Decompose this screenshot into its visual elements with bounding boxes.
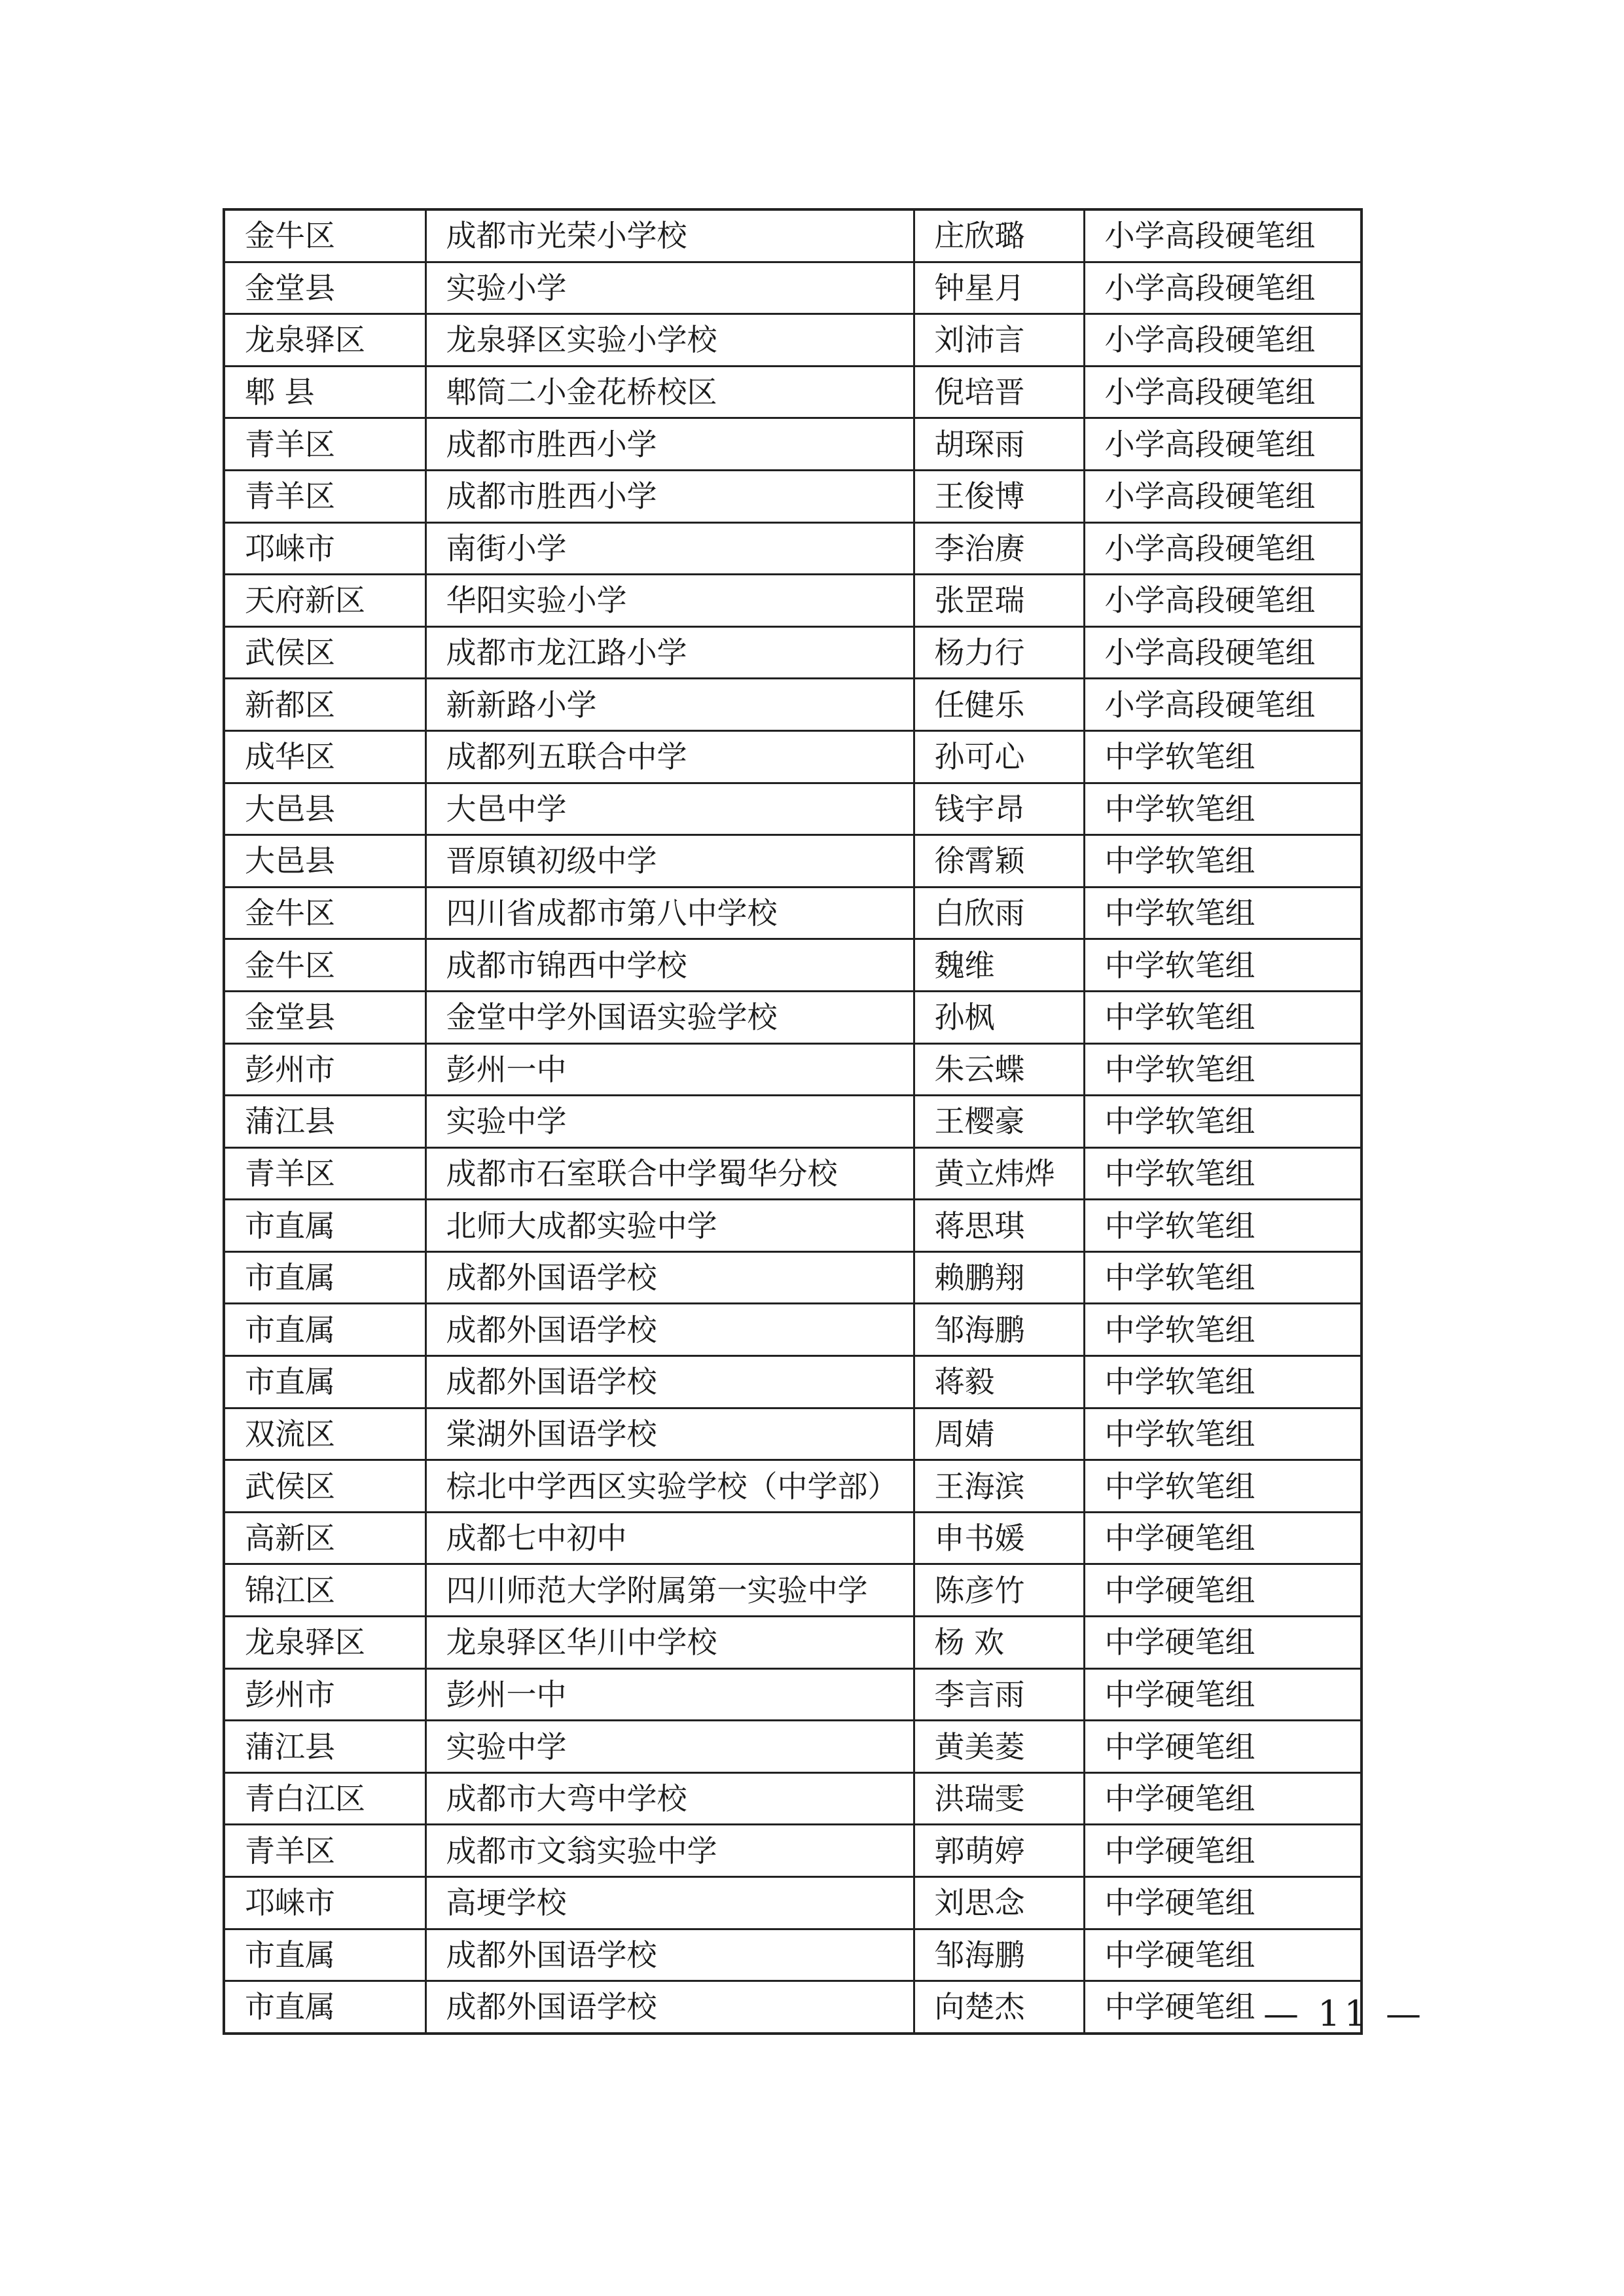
cell-district: 青白江区 — [224, 1772, 425, 1825]
table-row — [224, 626, 1362, 679]
cell-district: 锦江区 — [224, 1564, 425, 1617]
cell-school: 棕北中学西区实验学校（中学部） — [425, 1460, 914, 1513]
cell-district: 青羊区 — [224, 418, 425, 471]
cell-school: 四川师范大学附属第一实验中学 — [425, 1564, 914, 1617]
cell-category: 中学软笔组 — [1084, 1147, 1362, 1200]
cell-district: 成华区 — [224, 730, 425, 783]
cell-student: 任健乐 — [914, 679, 1084, 731]
cell-category: 小学高段硬笔组 — [1084, 679, 1362, 731]
cell-category: 小学高段硬笔组 — [1084, 522, 1362, 575]
table-row — [224, 1981, 1362, 2034]
cell-school: 成都市文翁实验中学 — [425, 1825, 914, 1877]
table-row — [224, 1408, 1362, 1460]
table-row — [224, 1617, 1362, 1669]
cell-student: 郭萌婷 — [914, 1825, 1084, 1877]
cell-district: 大邑县 — [224, 783, 425, 835]
table-row — [224, 730, 1362, 783]
cell-category: 小学高段硬笔组 — [1084, 366, 1362, 418]
table-row — [224, 939, 1362, 992]
cell-student: 周婧 — [914, 1408, 1084, 1460]
cell-category: 中学硬笔组 — [1084, 1772, 1362, 1825]
cell-district: 市直属 — [224, 1929, 425, 1981]
table-row — [224, 1460, 1362, 1513]
cell-category: 中学软笔组 — [1084, 1200, 1362, 1252]
cell-student: 徐霄颖 — [914, 835, 1084, 888]
cell-district: 市直属 — [224, 1981, 425, 2034]
cell-student: 杨 欢 — [914, 1617, 1084, 1669]
cell-student: 钱宇昂 — [914, 783, 1084, 835]
cell-student: 魏维 — [914, 939, 1084, 992]
cell-district: 邛崃市 — [224, 1877, 425, 1929]
cell-school: 南街小学 — [425, 522, 914, 575]
cell-student: 蒋思琪 — [914, 1200, 1084, 1252]
cell-category: 小学高段硬笔组 — [1084, 314, 1362, 367]
cell-student: 洪瑞雯 — [914, 1772, 1084, 1825]
cell-category: 中学硬笔组 — [1084, 1877, 1362, 1929]
cell-student: 孙枫 — [914, 991, 1084, 1043]
cell-district: 金堂县 — [224, 262, 425, 314]
cell-school: 高埂学校 — [425, 1877, 914, 1929]
cell-category: 中学软笔组 — [1084, 1251, 1362, 1304]
cell-school: 成都市胜西小学 — [425, 418, 914, 471]
cell-school: 华阳实验小学 — [425, 575, 914, 627]
cell-school: 成都外国语学校 — [425, 1356, 914, 1408]
cell-category: 中学软笔组 — [1084, 939, 1362, 992]
cell-category: 中学软笔组 — [1084, 887, 1362, 939]
cell-student: 王樱豪 — [914, 1096, 1084, 1148]
table-row — [224, 783, 1362, 835]
cell-category: 中学软笔组 — [1084, 783, 1362, 835]
cell-category: 小学高段硬笔组 — [1084, 575, 1362, 627]
cell-student: 陈彦竹 — [914, 1564, 1084, 1617]
cell-category: 中学软笔组 — [1084, 835, 1362, 888]
cell-school: 实验中学 — [425, 1096, 914, 1148]
table-row — [224, 1096, 1362, 1148]
cell-student: 王俊博 — [914, 470, 1084, 522]
cell-student: 黄美菱 — [914, 1721, 1084, 1773]
cell-district: 蒲江县 — [224, 1096, 425, 1148]
cell-category: 中学硬笔组 — [1084, 1617, 1362, 1669]
cell-school: 成都市光荣小学校 — [425, 209, 914, 262]
table-row — [224, 522, 1362, 575]
cell-district: 邛崃市 — [224, 522, 425, 575]
cell-category: 小学高段硬笔组 — [1084, 262, 1362, 314]
cell-student: 王海滨 — [914, 1460, 1084, 1513]
cell-student: 黄立炜烨 — [914, 1147, 1084, 1200]
cell-student: 白欣雨 — [914, 887, 1084, 939]
winners-table-body — [224, 209, 1362, 2034]
cell-student: 赖鹏翔 — [914, 1251, 1084, 1304]
cell-student: 孙可心 — [914, 730, 1084, 783]
cell-school: 金堂中学外国语实验学校 — [425, 991, 914, 1043]
cell-category: 小学高段硬笔组 — [1084, 209, 1362, 262]
cell-school: 成都外国语学校 — [425, 1304, 914, 1356]
cell-school: 龙泉驿区华川中学校 — [425, 1617, 914, 1669]
cell-category: 中学硬笔组 — [1084, 1564, 1362, 1617]
cell-student: 庄欣璐 — [914, 209, 1084, 262]
cell-student: 朱云蝶 — [914, 1043, 1084, 1096]
table-row — [224, 1512, 1362, 1564]
cell-district: 蒲江县 — [224, 1721, 425, 1773]
cell-district: 金牛区 — [224, 887, 425, 939]
cell-student: 邹海鹏 — [914, 1929, 1084, 1981]
cell-category: 中学硬笔组 — [1084, 1929, 1362, 1981]
cell-district: 武侯区 — [224, 626, 425, 679]
table-row — [224, 470, 1362, 522]
cell-district: 龙泉驿区 — [224, 1617, 425, 1669]
cell-school: 成都外国语学校 — [425, 1929, 914, 1981]
cell-district: 青羊区 — [224, 1825, 425, 1877]
cell-district: 青羊区 — [224, 1147, 425, 1200]
cell-student: 申书媛 — [914, 1512, 1084, 1564]
cell-school: 郫筒二小金花桥校区 — [425, 366, 914, 418]
cell-student: 胡琛雨 — [914, 418, 1084, 471]
table-row — [224, 575, 1362, 627]
table-row — [224, 262, 1362, 314]
cell-district: 高新区 — [224, 1512, 425, 1564]
cell-district: 双流区 — [224, 1408, 425, 1460]
cell-category: 中学硬笔组 — [1084, 1512, 1362, 1564]
cell-school: 龙泉驿区实验小学校 — [425, 314, 914, 367]
cell-school: 成都外国语学校 — [425, 1981, 914, 2034]
cell-category: 中学硬笔组 — [1084, 1981, 1362, 2034]
winners-table — [223, 208, 1363, 2035]
cell-student: 李治赓 — [914, 522, 1084, 575]
cell-school: 成都市龙江路小学 — [425, 626, 914, 679]
table-row — [224, 1929, 1362, 1981]
cell-school: 实验小学 — [425, 262, 914, 314]
cell-category: 中学软笔组 — [1084, 1408, 1362, 1460]
cell-category: 中学硬笔组 — [1084, 1721, 1362, 1773]
cell-category: 中学软笔组 — [1084, 1043, 1362, 1096]
cell-category: 中学硬笔组 — [1084, 1668, 1362, 1721]
cell-student: 邹海鹏 — [914, 1304, 1084, 1356]
cell-school: 晋原镇初级中学 — [425, 835, 914, 888]
cell-district: 彭州市 — [224, 1668, 425, 1721]
table-row — [224, 1668, 1362, 1721]
table-row — [224, 1251, 1362, 1304]
page-number: — 11 — — [1263, 1993, 1426, 2034]
cell-category: 中学硬笔组 — [1084, 1825, 1362, 1877]
cell-student: 刘思念 — [914, 1877, 1084, 1929]
table-row — [224, 1877, 1362, 1929]
cell-district: 龙泉驿区 — [224, 314, 425, 367]
cell-student: 李言雨 — [914, 1668, 1084, 1721]
cell-school: 彭州一中 — [425, 1668, 914, 1721]
table-row — [224, 1772, 1362, 1825]
table-row — [224, 835, 1362, 888]
table-row — [224, 209, 1362, 262]
table-row — [224, 1043, 1362, 1096]
cell-district: 市直属 — [224, 1200, 425, 1252]
cell-student: 钟星月 — [914, 262, 1084, 314]
table-row — [224, 991, 1362, 1043]
cell-student: 向楚杰 — [914, 1981, 1084, 2034]
cell-school: 北师大成都实验中学 — [425, 1200, 914, 1252]
cell-category: 中学软笔组 — [1084, 1096, 1362, 1148]
cell-student: 刘沛言 — [914, 314, 1084, 367]
cell-student: 蒋毅 — [914, 1356, 1084, 1408]
cell-category: 中学软笔组 — [1084, 1304, 1362, 1356]
cell-district: 金堂县 — [224, 991, 425, 1043]
cell-student: 倪培晋 — [914, 366, 1084, 418]
cell-school: 成都市胜西小学 — [425, 470, 914, 522]
cell-category: 中学软笔组 — [1084, 1356, 1362, 1408]
table-row — [224, 314, 1362, 367]
table-row — [224, 887, 1362, 939]
cell-school: 实验中学 — [425, 1721, 914, 1773]
cell-district: 大邑县 — [224, 835, 425, 888]
cell-school: 成都市大弯中学校 — [425, 1772, 914, 1825]
cell-category: 中学软笔组 — [1084, 1460, 1362, 1513]
cell-school: 成都列五联合中学 — [425, 730, 914, 783]
cell-category: 小学高段硬笔组 — [1084, 418, 1362, 471]
cell-district: 市直属 — [224, 1251, 425, 1304]
cell-school: 棠湖外国语学校 — [425, 1408, 914, 1460]
cell-school: 成都市锦西中学校 — [425, 939, 914, 992]
cell-district: 郫 县 — [224, 366, 425, 418]
cell-category: 小学高段硬笔组 — [1084, 626, 1362, 679]
table-row — [224, 418, 1362, 471]
cell-district: 金牛区 — [224, 209, 425, 262]
cell-school: 大邑中学 — [425, 783, 914, 835]
cell-school: 成都市石室联合中学蜀华分校 — [425, 1147, 914, 1200]
table-row — [224, 1564, 1362, 1617]
table-row — [224, 366, 1362, 418]
table-row — [224, 1147, 1362, 1200]
cell-school: 四川省成都市第八中学校 — [425, 887, 914, 939]
table-row — [224, 679, 1362, 731]
cell-district: 市直属 — [224, 1356, 425, 1408]
cell-district: 市直属 — [224, 1304, 425, 1356]
cell-district: 彭州市 — [224, 1043, 425, 1096]
cell-district: 新都区 — [224, 679, 425, 731]
cell-district: 青羊区 — [224, 470, 425, 522]
cell-student: 杨力行 — [914, 626, 1084, 679]
cell-student: 张罡瑞 — [914, 575, 1084, 627]
cell-category: 中学软笔组 — [1084, 730, 1362, 783]
cell-school: 成都七中初中 — [425, 1512, 914, 1564]
cell-school: 成都外国语学校 — [425, 1251, 914, 1304]
table-row — [224, 1304, 1362, 1356]
table-row — [224, 1200, 1362, 1252]
table-row — [224, 1825, 1362, 1877]
cell-category: 小学高段硬笔组 — [1084, 470, 1362, 522]
cell-school: 彭州一中 — [425, 1043, 914, 1096]
table-row — [224, 1356, 1362, 1408]
table-row — [224, 1721, 1362, 1773]
cell-school: 新新路小学 — [425, 679, 914, 731]
cell-category: 中学软笔组 — [1084, 991, 1362, 1043]
cell-district: 金牛区 — [224, 939, 425, 992]
cell-district: 武侯区 — [224, 1460, 425, 1513]
cell-district: 天府新区 — [224, 575, 425, 627]
